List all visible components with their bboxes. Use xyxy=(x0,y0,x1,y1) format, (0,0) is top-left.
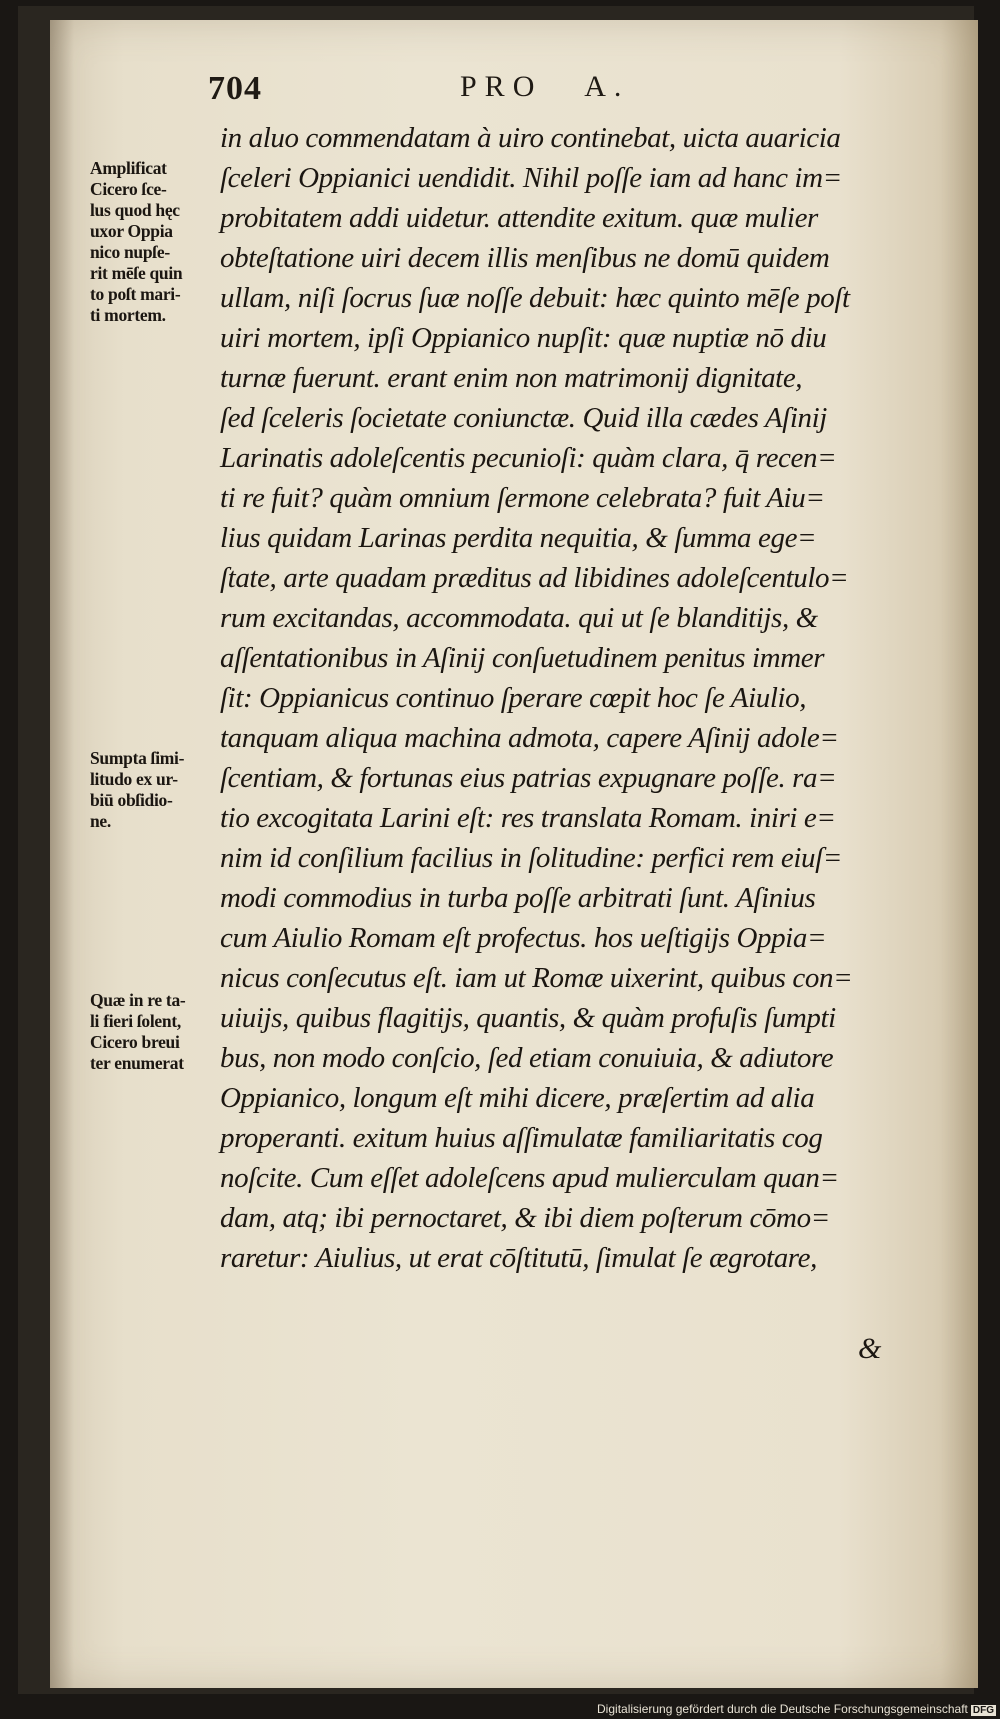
text-line: ullam, niſi ſocrus ſuæ noſſe debuit: hæc quinto mēſe poſt xyxy=(220,282,850,314)
margin-note-sumpta-similitudo xyxy=(90,748,240,832)
text-line: aſſentationibus in Aſinij conſuetudinem penitus immer xyxy=(220,642,825,674)
text-line: nim id conſilium facilius in ſolitudine: perfici rem eiuſ= xyxy=(220,842,842,874)
text-line: ſcentiam, & fortunas eius patrias expugnare poſſe. ra= xyxy=(220,762,837,794)
text-line: uiri mortem, ipſi Oppianico nupſit: quæ nuptiæ nō diu xyxy=(220,322,827,354)
margin-note-line: Quæ in re ta- xyxy=(90,990,186,1010)
text-line: bus, non modo conſcio, ſed etiam conuiuia, & adiutore xyxy=(220,1042,834,1074)
text-line: Larinatis adoleſcentis pecunioſi: quàm clara, q̄ recen= xyxy=(220,442,837,474)
text-line: ti re fuit? quàm omnium ſermone celebrata? fuit Aiu= xyxy=(220,482,825,514)
dfg-logo: DFG xyxy=(972,1705,994,1716)
text-line: Oppianico, longum eſt mihi dicere, præſertim ad alia xyxy=(220,1082,815,1114)
margin-note-line: nico nupſe- xyxy=(90,242,170,262)
margin-note-line: ter enumerat xyxy=(90,1053,184,1073)
text-line: probitatem addi uidetur. attendite exitum. quæ mulier xyxy=(220,202,818,234)
margin-note-line: ti mortem. xyxy=(90,305,166,325)
margin-note-line: uxor Oppia xyxy=(90,221,173,241)
text-line: tio excogitata Larini eſt: res translata Romam. iniri e= xyxy=(220,802,836,834)
text-line: cum Aiulio Romam eſt profectus. hos ueſtigijs Oppia= xyxy=(220,922,827,954)
catchword: & xyxy=(858,1332,882,1365)
margin-note-line: ne. xyxy=(90,811,111,831)
margin-note-line: li fieri ſolent, xyxy=(90,1011,181,1031)
margin-note-line: to poſt mari- xyxy=(90,284,181,304)
margin-note-line: Amplificat xyxy=(90,158,167,178)
margin-note-line: Cicero ſce- xyxy=(90,179,167,199)
text-line: properanti. exitum huius aſſimulatæ familiaritatis cog xyxy=(220,1122,823,1154)
margin-note-quae-in-re-tali xyxy=(90,990,240,1074)
text-line: ſit: Oppianicus continuo ſperare cœpit hoc ſe Aiulio, xyxy=(220,682,807,714)
text-line: modi commodius in turba poſſe arbitrati ſunt. Aſinius xyxy=(220,882,816,914)
text-line: obteſtatione uiri decem illis menſibus ne domū quidem xyxy=(220,242,830,274)
text-line: uiuijs, quibus flagitijs, quantis, & quàm profuſis ſumpti xyxy=(220,1002,836,1034)
text-line: ſceleri Oppianici uendidit. Nihil poſſe iam ad hanc im= xyxy=(220,162,842,194)
text-line: noſcite. Cum eſſet adoleſcens apud mulierculam quan= xyxy=(220,1162,839,1194)
margin-note-line: Sumpta ſimi- xyxy=(90,748,185,768)
margin-note-line: rit mēſe quin xyxy=(90,263,183,283)
page-gutter-shadow xyxy=(50,20,74,1688)
text-line: tanquam aliqua machina admota, capere Aſinij adole= xyxy=(220,722,839,754)
page-number: 704 xyxy=(208,70,262,107)
text-line: ſed ſceleris ſocietate coniunctæ. Quid illa cædes Aſinij xyxy=(220,402,827,434)
margin-note-line: biū obſidio- xyxy=(90,790,173,810)
main-text-block xyxy=(220,118,880,1278)
margin-note-amplificat xyxy=(90,158,240,326)
text-line: in aluo commendatam à uiro continebat, uicta auaricia xyxy=(220,122,841,154)
text-line: nicus conſecutus eſt. iam ut Romæ uixerint, quibus con= xyxy=(220,962,853,994)
footer-text: Digitalisierung gefördert durch die Deutsche Forschungsgemeinschaft xyxy=(597,1702,968,1716)
running-head: PRO A. xyxy=(460,70,630,103)
margin-note-line: litudo ex ur- xyxy=(90,769,178,789)
text-line: raretur: Aiulius, ut erat cōſtitutū, ſimulat ſe ægrotare, xyxy=(220,1242,817,1274)
text-line: lius quidam Larinas perdita nequitia, & ſumma ege= xyxy=(220,522,817,554)
digitization-footer xyxy=(597,1702,996,1716)
text-line: ſtate, arte quadam præditus ad libidines adoleſcentulo= xyxy=(220,562,849,594)
text-line: turnæ fuerunt. erant enim non matrimonij dignitate, xyxy=(220,362,803,394)
text-line: rum excitandas, accommodata. qui ut ſe blanditijs, & xyxy=(220,602,818,634)
text-line: dam, atq; ibi pernoctaret, & ibi diem poſterum cōmo= xyxy=(220,1202,830,1234)
margin-note-line: lus quod hęc xyxy=(90,200,180,220)
margin-note-line: Cicero breui xyxy=(90,1032,180,1052)
